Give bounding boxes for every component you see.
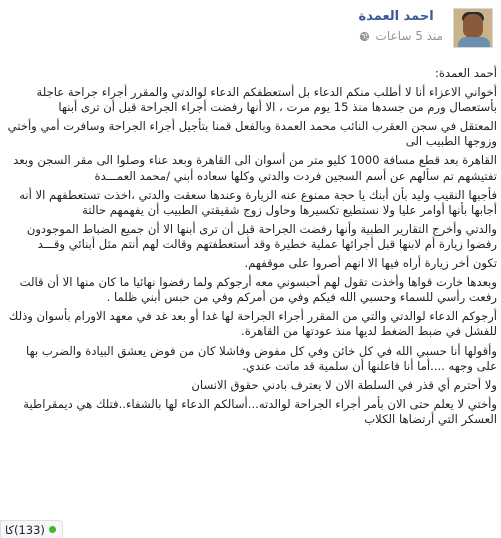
avatar-shirt (458, 37, 490, 48)
post-paragraph: المعتقل في سجن العقرب النائب محمد العمدة وبالفعل قمنا بتأجيل أجراء الجراحة وسافرت أمي وأختي وزوجها الطبيب الى (7, 119, 497, 149)
comments-badge[interactable] (0, 520, 63, 538)
post-paragraph: أحمد العمدة: (435, 66, 497, 80)
post-paragraph: وأقولها أنا حسبي الله في كل خائن وفي كل مفوض وفاشلا كان من فوض يعشق البيادة والضرب بها على وجهه ....أما أنا فاعلنها أن سلمية قد ماتت عندي. (26, 343, 497, 373)
post-paragraph: القاهرة بعد قطع مسافة 1000 كليو متر من أسوان الى القاهرة وبعد عناء وصلوا الى مقر السجن وبعد تفتيشهم تم سألهم عن أسم السجين فردت والدتي وكلها سعاده أبني /محمد العمـــدة (13, 153, 497, 183)
post-body (4, 66, 497, 431)
comments-label: كا (5, 522, 14, 537)
post-paragraph: أرجوكم الدعاء لوالدتي والتي من المقرر أجراء الجراحة لها غدا أو بعد غد في معهد الاورام بأسوان وذلك للفشل في ضبط الضغط لديها منذ عودتها من القاهرة. (8, 309, 497, 339)
post-time[interactable]: منذ 5 ساعات (375, 29, 443, 43)
post-paragraph: فأجبها النقيب وليد بأن أبنك يا حجة ممنوع عنه الزيارة وعندها سعقت والدتي ،اخذت تستعطفهم الا أنه أجابها بأنها أوامر عليا ولا نستطيع تكسيرها وحاول زوج شقيقتي الطبيب أن يفهمهم حالتة (19, 187, 497, 217)
post-paragraph: أخواني الاعزاء أنا لا أطلب منكم الدعاء بل أستعطفكم الدعاء لوالدتي والمقرر أجراء جراحة عاجلة بأستعصال ورم من جسدها منذ 15 يوم مرت ، الا أنها رفضت أجراء الجراحة قبل أن ترى أبنها (36, 85, 497, 115)
post-meta (359, 8, 443, 43)
post-paragraph: تكون أخر زيارة أراه فيها الا انهم أصروا على موقفهم. (244, 256, 497, 271)
post-paragraph: ولا أحترم أي قذر في السلطة الان لا يعترف بادني حقوق الانسان (191, 377, 497, 392)
comments-count: (133) (13, 522, 45, 537)
post-paragraph: وأختي لا يعلم حتى الان بأمر أجراء الجراحة لوالدته...أسالكم الدعاء لها بالشفاء..فتلك هي ديمقراطية العسكر التي أرتضاها الكلاب (23, 396, 497, 426)
post-timestamp-row (359, 29, 443, 43)
author-name[interactable]: احمد العمدة (358, 9, 434, 24)
post-header (359, 8, 493, 48)
post-paragraph: وبعدها خارت قواها وأخذت تقول لهم أحبسوني معه أرجوكم ولما رفضوا نهائيا ما كان منها الا أن قالت رفعت رأسي للسماء وحسبي الله فيكم وفي من أمركم وفي من حبس أبني ظلما . (19, 275, 497, 305)
avatar-face (463, 14, 483, 38)
globe-icon (359, 31, 370, 42)
online-dot-icon (49, 526, 56, 533)
author-avatar[interactable] (453, 8, 493, 48)
post-paragraph: والدتي وأخرج التقارير الطبية وأنها رفضت الجراحة قبل أن ترى أبنها الا أن جميع الضباط الموجودون رفضوا زيارة أم لابنها قبل أجرائها عملية خطيرة وقد أستعطفتهم وقالت لهم أنتم مثل أبنائي وقـــد (26, 221, 497, 251)
